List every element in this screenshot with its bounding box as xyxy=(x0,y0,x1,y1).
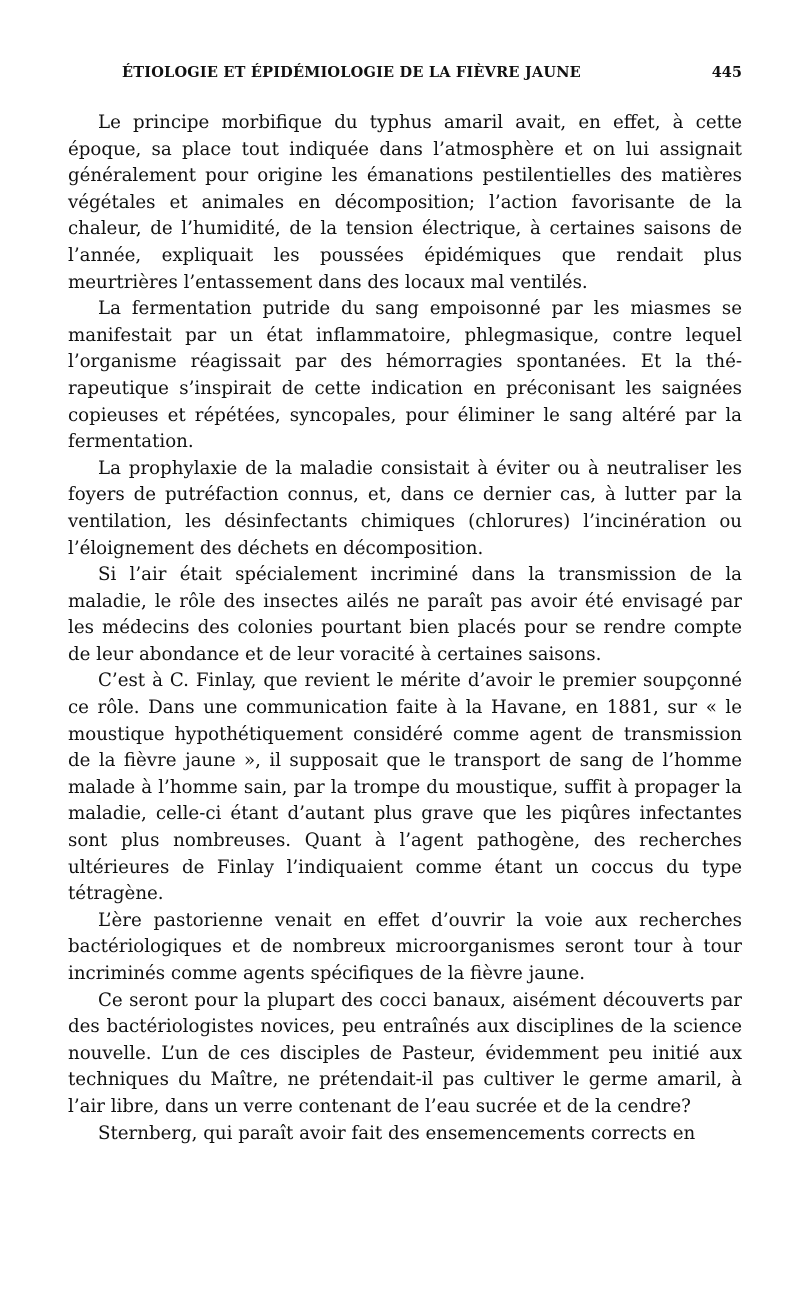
paragraph-sternberg: Sternberg, qui paraît avoir fait des ensemencements corrects en xyxy=(98,1122,696,1144)
paragraph-cocci: Ce seront pour la plupart des cocci banaux, aisément découverts par des bactériologistes novices, peu entraînés aux disciplines de la science nouvelle. L’un de ces disciples de Pasteur, évidemment peu initié aux techniques du Maître, ne prétendait-il pas cultiver le germe amaril, à l’air libre, dans un verre contenant de l’eau sucrée et de la cendre? xyxy=(68,989,742,1117)
running-head xyxy=(68,64,742,88)
page-number: 445 xyxy=(711,64,742,81)
paragraph-finlay: C’est à C. Finlay, que revient le mérite d’avoir le premier soupçonné ce rôle. Dans une communication faite à la Havane, en 1881, sur « le moustique hypothétiquement considéré comme agent de transmission de la fièvre jaune », il supposait que le transport de sang de l’homme malade à l’homme sain, par la trompe du moustique, suffit à propager la maladie, celle-ci étant d’autant plus grave que les piqûres infectantes sont plus nombreuses. Quant à l’agent pathogène, des recherches ultérieures de Finlay l’indiquaient comme étant un coccus du type tétragène. xyxy=(68,670,742,905)
paragraph-winged-insects: Si l’air était spécialement incriminé dans la transmission de la maladie, le rôle des insectes ailés ne paraît pas avoir été envisagé par les médecins des colonies pourtant bien placés pour se rendre compte de leur abondance et de leur voracité à certaines saisons. xyxy=(68,564,742,665)
paragraph-pasteurian-era: L’ère pastorienne venait en effet d’ouvrir la voie aux recherches bactériologiques et de nombreux microorganismes seront tour à tour incriminés comme agents spécifiques de la fièvre jaune. xyxy=(68,909,742,984)
body-text xyxy=(68,110,742,1147)
paragraph-prophylaxis: La prophylaxie de la maladie consistait à éviter ou à neutraliser les foyers de putréfaction connus, et, dans ce dernier cas, à lutter par la ventilation, les désinfectants chimiques (chlorures) l’incinération ou l’éloignement des déchets en décomposition. xyxy=(68,457,742,559)
running-head-title: ÉTIOLOGIE ET ÉPIDÉMIOLOGIE DE LA FIÈVRE JAUNE xyxy=(122,64,581,81)
paragraph-putrid-fermentation: La fermentation putride du sang empoisonné par les miasmes se manifestait par un état inflammatoire, phlegmasique, contre lequel l’organisme réagissait par des hémorragies spontanées. Et la thérapeutique s’inspirait de cette indication en préconisant les saignées copieuses et répétées, syncopales, pour éliminer le sang altéré par la fermentation. xyxy=(68,298,742,453)
paragraph-atmosphere-theory: Le principe morbifique du typhus amaril avait, en effet, à cette époque, sa place tout indiquée dans l’atmosphère et on lui assignait généralement pour origine les émanations pestilentielles des matières végétales et animales en décomposition; l’action favorisante de la chaleur, de l’humidité, de la tension électrique, à certaines saisons de l’année, expliquait les poussées épidémiques que rendait plus meurtrières l’entassement dans des locaux mal ventilés. xyxy=(68,112,742,293)
